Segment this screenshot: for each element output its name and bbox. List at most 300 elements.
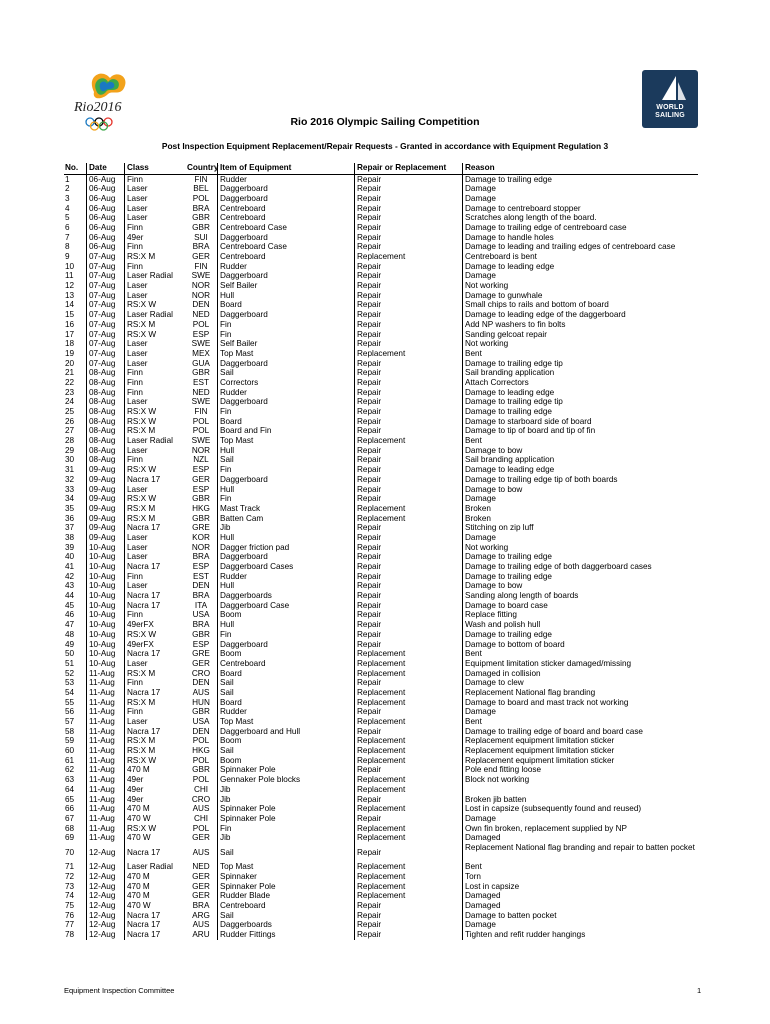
- cell-country: POL: [192, 319, 210, 329]
- cell-no: 15: [64, 310, 87, 320]
- cell-repair-replacement: Repair: [354, 204, 462, 214]
- cell-country: POL: [192, 823, 210, 833]
- table-row: [64, 678, 698, 688]
- cell-country: CRO: [191, 668, 211, 678]
- cell-class: Laser Radial: [124, 310, 185, 320]
- cell-repair-replacement: Replacement: [354, 824, 462, 834]
- cell-item: Batten Cam: [217, 514, 354, 524]
- table-row: [64, 814, 698, 824]
- cell-repair-replacement: Replacement: [354, 833, 462, 843]
- cell-country: NED: [192, 387, 210, 397]
- cell-date: 12-Aug: [89, 920, 116, 930]
- cell-reason: Sail branding application: [462, 455, 698, 465]
- cell-country: POL: [192, 755, 210, 765]
- table-row: [64, 872, 698, 882]
- cell-country: AUS: [192, 920, 210, 930]
- cell-country: HUN: [192, 697, 210, 707]
- table-row: [64, 242, 698, 252]
- cell-country: GBR: [192, 213, 210, 223]
- cell-no: 75: [64, 901, 87, 911]
- cell-date: 08-Aug: [89, 445, 116, 455]
- cell-date: 11-Aug: [89, 746, 115, 756]
- table-row: [64, 436, 698, 446]
- cell-country: GER: [192, 872, 210, 882]
- table-row: [64, 300, 698, 310]
- cell-country: GBR: [192, 222, 210, 232]
- cell-country: GER: [192, 891, 210, 901]
- cell-class: 470 M: [124, 891, 185, 901]
- cell-item: Fin: [217, 824, 354, 834]
- cell-country: AUS: [192, 847, 210, 857]
- cell-no: 42: [64, 572, 87, 582]
- cell-reason: Replacement equipment limitation sticker: [462, 756, 698, 766]
- cell-date: 08-Aug: [89, 426, 116, 436]
- cell-date: 11-Aug: [89, 697, 115, 707]
- cell-no: 19: [64, 349, 87, 359]
- cell-repair-replacement: Repair: [354, 233, 462, 243]
- cell-date: 07-Aug: [89, 252, 116, 261]
- cell-date: 06-Aug: [89, 242, 116, 252]
- cell-no: 23: [64, 388, 87, 398]
- cell-reason: Sanding along length of boards: [462, 591, 698, 601]
- cell-repair-replacement: Repair: [354, 455, 462, 465]
- cell-no: 33: [64, 485, 87, 495]
- cell-country: SWE: [191, 397, 211, 407]
- cell-no: 22: [64, 378, 87, 388]
- cell-reason: Bent: [462, 649, 698, 659]
- cell-date: 11-Aug: [89, 707, 115, 717]
- cell-class: RS:X M: [124, 736, 185, 746]
- cell-reason: Damage to handle holes: [462, 233, 698, 243]
- cell-no: 76: [64, 911, 87, 921]
- cell-repair-replacement: Replacement: [354, 804, 462, 814]
- table-row: [64, 562, 698, 572]
- table-row: [64, 455, 698, 465]
- cell-date: 12-Aug: [89, 847, 116, 857]
- cell-no: 17: [64, 330, 87, 340]
- cell-no: 31: [64, 465, 87, 475]
- cell-class: 49er: [124, 233, 185, 243]
- cell-date: 09-Aug: [89, 513, 116, 523]
- table-row: [64, 233, 698, 243]
- cell-date: 09-Aug: [89, 465, 116, 475]
- cell-repair-replacement: Repair: [354, 291, 462, 301]
- cell-no: 49: [64, 640, 87, 650]
- cell-item: Rudder: [217, 175, 354, 185]
- cell-item: Board: [217, 698, 354, 708]
- cell-item: Fin: [217, 494, 354, 504]
- cell-reason: Damaged: [462, 901, 698, 911]
- cell-class: Laser: [124, 397, 185, 407]
- cell-item: Top Mast: [217, 349, 354, 359]
- table-row: [64, 804, 698, 814]
- cell-date: 07-Aug: [89, 261, 116, 271]
- cell-date: 12-Aug: [89, 881, 116, 891]
- cell-class: RS:X W: [124, 494, 185, 504]
- cell-class: Finn: [124, 572, 185, 582]
- cell-no: 45: [64, 601, 87, 611]
- cell-no: 2: [64, 184, 87, 194]
- cell-date: 10-Aug: [89, 571, 116, 581]
- cell-class: Nacra 17: [124, 649, 185, 659]
- cell-repair-replacement: Repair: [354, 359, 462, 369]
- cell-no: 66: [64, 804, 87, 814]
- cell-country: NED: [192, 862, 210, 872]
- cell-reason: Damage to board case: [462, 601, 698, 611]
- cell-repair-replacement: Repair: [354, 843, 462, 862]
- column-header-no: No.: [64, 163, 87, 174]
- cell-repair-replacement: Repair: [354, 417, 462, 427]
- table-row: [64, 620, 698, 630]
- cell-date: 07-Aug: [89, 319, 116, 329]
- cell-reason: Damage to trailing edge tip of both boards: [462, 475, 698, 485]
- cell-date: 12-Aug: [89, 910, 116, 920]
- cell-repair-replacement: Repair: [354, 911, 462, 921]
- cell-repair-replacement: Repair: [354, 601, 462, 611]
- cell-item: Sail: [217, 746, 354, 756]
- cell-item: Sail: [217, 368, 354, 378]
- table-row: [64, 446, 698, 456]
- cell-item: Spinnaker Pole: [217, 882, 354, 892]
- table-row: [64, 659, 698, 669]
- cell-country: GER: [192, 833, 210, 843]
- cell-item: Centreboard: [217, 213, 354, 223]
- cell-date: 06-Aug: [89, 213, 116, 223]
- cell-date: 08-Aug: [89, 397, 116, 407]
- page-number: 1: [697, 986, 702, 995]
- cell-item: Top Mast: [217, 717, 354, 727]
- cell-country: ESP: [192, 562, 210, 571]
- table-body: [64, 175, 698, 940]
- cell-reason: Damage to starboard side of board: [462, 417, 698, 427]
- cell-country: CHI: [193, 813, 209, 823]
- cell-repair-replacement: Replacement: [354, 514, 462, 524]
- table-row: [64, 426, 698, 436]
- cell-no: 7: [64, 233, 87, 243]
- cell-no: 27: [64, 426, 87, 436]
- cell-class: Laser: [124, 291, 185, 301]
- cell-no: 78: [64, 930, 87, 940]
- cell-country: POL: [192, 775, 210, 785]
- cell-item: Rudder: [217, 388, 354, 398]
- cell-no: 59: [64, 736, 87, 746]
- column-header-repair-replacement: Repair or Replacement: [354, 163, 462, 174]
- table-row: [64, 843, 698, 862]
- table-row: [64, 552, 698, 562]
- cell-country: KOR: [192, 532, 210, 542]
- cell-country: NOR: [191, 290, 211, 300]
- table-header: [64, 163, 698, 175]
- table-row: [64, 727, 698, 737]
- table-row: [64, 882, 698, 892]
- cell-class: RS:X W: [124, 330, 185, 340]
- cell-country: ESP: [192, 484, 210, 494]
- rio-logo-text: Rio2016: [74, 100, 122, 115]
- cell-item: Self Bailer: [217, 281, 354, 291]
- cell-date: 11-Aug: [89, 755, 115, 765]
- cell-item: Daggerboard Case: [217, 601, 354, 611]
- cell-class: Finn: [124, 707, 185, 717]
- cell-date: 12-Aug: [89, 862, 116, 872]
- cell-item: Rudder: [217, 262, 354, 272]
- cell-class: RS:X W: [124, 824, 185, 834]
- cell-reason: Own fin broken, replacement supplied by NP: [462, 824, 698, 834]
- cell-no: 61: [64, 756, 87, 766]
- cell-repair-replacement: Repair: [354, 630, 462, 640]
- cell-reason: Replacement equipment limitation sticker: [462, 746, 698, 756]
- cell-date: 07-Aug: [89, 329, 116, 339]
- cell-reason: Damage to bow: [462, 485, 698, 495]
- cell-class: Finn: [124, 610, 185, 620]
- cell-no: 36: [64, 514, 87, 524]
- cell-reason: Damage to trailing edge of board and board case: [462, 727, 698, 737]
- cell-no: 57: [64, 717, 87, 727]
- cell-item: Centreboard: [217, 252, 354, 262]
- cell-reason: Lost in capsize: [462, 882, 698, 892]
- cell-reason: Bent: [462, 717, 698, 727]
- table-row: [64, 736, 698, 746]
- cell-country: GBR: [192, 765, 210, 775]
- cell-class: RS:X M: [124, 746, 185, 756]
- cell-item: Jib: [217, 833, 354, 843]
- cell-country: GBR: [192, 513, 210, 523]
- cell-no: 70: [64, 843, 87, 862]
- table-row: [64, 388, 698, 398]
- cell-item: Centreboard: [217, 659, 354, 669]
- cell-class: RS:X M: [124, 320, 185, 330]
- cell-reason: Add NP washers to fin bolts: [462, 320, 698, 330]
- cell-country: SWE: [191, 271, 211, 281]
- cell-repair-replacement: Repair: [354, 610, 462, 620]
- cell-date: 12-Aug: [89, 901, 116, 911]
- page-title: Rio 2016 Olympic Sailing Competition: [290, 116, 480, 128]
- cell-country: NED: [192, 310, 210, 320]
- cell-repair-replacement: Replacement: [354, 891, 462, 901]
- cell-repair-replacement: Repair: [354, 388, 462, 398]
- cell-country: EST: [193, 377, 209, 387]
- cell-country: ESP: [192, 465, 210, 475]
- cell-no: 1: [64, 175, 87, 185]
- cell-item: Fin: [217, 320, 354, 330]
- cell-country: AUS: [192, 804, 210, 814]
- cell-class: 49er: [124, 785, 185, 795]
- cell-country: NZL: [193, 455, 209, 465]
- table-row: [64, 756, 698, 766]
- cell-item: Rudder Blade: [217, 891, 354, 901]
- cell-country: GER: [192, 252, 210, 261]
- cell-item: Sail: [217, 688, 354, 698]
- cell-date: 09-Aug: [89, 494, 116, 504]
- cell-country: ARU: [192, 930, 210, 940]
- cell-country: GUA: [192, 358, 210, 368]
- cell-reason: Damage to trailing edge: [462, 630, 698, 640]
- cell-reason: Damage to leading and trailing edges of centreboard case: [462, 242, 698, 252]
- cell-reason: Damage to trailing edge of both daggerboard cases: [462, 562, 698, 572]
- table-row: [64, 397, 698, 407]
- table-row: [64, 184, 698, 194]
- cell-reason: Block not working: [462, 775, 698, 785]
- cell-item: Daggerboard: [217, 359, 354, 369]
- column-header-date: Date: [89, 163, 107, 172]
- cell-no: 11: [64, 271, 87, 281]
- cell-no: 64: [64, 785, 87, 795]
- cell-item: Daggerboard: [217, 184, 354, 194]
- table-row: [64, 775, 698, 785]
- cell-no: 39: [64, 543, 87, 553]
- cell-item: Spinnaker Pole: [217, 814, 354, 824]
- cell-item: Centreboard: [217, 901, 354, 911]
- cell-no: 63: [64, 775, 87, 785]
- cell-no: 24: [64, 397, 87, 407]
- cell-class: Laser: [124, 349, 185, 359]
- cell-item: Hull: [217, 533, 354, 543]
- cell-date: 11-Aug: [89, 784, 115, 794]
- cell-repair-replacement: Repair: [354, 795, 462, 805]
- cell-item: Mast Track: [217, 504, 354, 514]
- table-row: [64, 494, 698, 504]
- column-header-reason: Reason: [462, 163, 698, 174]
- table-row: [64, 717, 698, 727]
- cell-item: Boom: [217, 610, 354, 620]
- table-row: [64, 213, 698, 223]
- cell-country: GRE: [192, 523, 210, 533]
- cell-item: Boom: [217, 756, 354, 766]
- cell-date: 10-Aug: [89, 620, 116, 630]
- cell-no: 41: [64, 562, 87, 572]
- cell-repair-replacement: Repair: [354, 475, 462, 485]
- cell-no: 54: [64, 688, 87, 698]
- cell-no: 35: [64, 504, 87, 514]
- cell-item: Daggerboard Cases: [217, 562, 354, 572]
- cell-country: SWE: [191, 339, 211, 349]
- cell-reason: Lost in capsize (subsequently found and reused): [462, 804, 698, 814]
- cell-no: 46: [64, 610, 87, 620]
- cell-item: Daggerboard and Hull: [217, 727, 354, 737]
- cell-repair-replacement: Repair: [354, 184, 462, 194]
- cell-no: 62: [64, 765, 87, 775]
- cell-class: Laser Radial: [124, 271, 185, 281]
- cell-no: 51: [64, 659, 87, 669]
- cell-country: GBR: [192, 707, 210, 717]
- cell-date: 11-Aug: [89, 765, 115, 775]
- table-row: [64, 630, 698, 640]
- cell-no: 52: [64, 669, 87, 679]
- cell-reason: Damage to leading edge: [462, 262, 698, 272]
- cell-repair-replacement: Replacement: [354, 349, 462, 359]
- cell-no: 56: [64, 707, 87, 717]
- cell-item: Daggerboard: [217, 475, 354, 485]
- cell-country: BRA: [192, 620, 210, 630]
- cell-class: Nacra 17: [124, 911, 185, 921]
- cell-class: Nacra 17: [124, 930, 185, 940]
- cell-reason: Not working: [462, 543, 698, 553]
- cell-no: 37: [64, 523, 87, 533]
- table-row: [64, 223, 698, 233]
- cell-item: Daggerboard: [217, 271, 354, 281]
- cell-reason: Damage: [462, 494, 698, 504]
- table-row: [64, 862, 698, 872]
- cell-repair-replacement: Replacement: [354, 688, 462, 698]
- cell-class: Laser: [124, 446, 185, 456]
- cell-no: 47: [64, 620, 87, 630]
- cell-repair-replacement: Repair: [354, 300, 462, 310]
- table-row: [64, 640, 698, 650]
- cell-date: 11-Aug: [89, 687, 115, 697]
- cell-class: Nacra 17: [124, 920, 185, 930]
- cell-item: Sail: [217, 455, 354, 465]
- cell-reason: Wash and polish hull: [462, 620, 698, 630]
- cell-class: 49erFX: [124, 620, 185, 630]
- cell-class: RS:X M: [124, 504, 185, 514]
- cell-date: 07-Aug: [89, 300, 116, 310]
- cell-class: Laser Radial: [124, 436, 185, 446]
- cell-reason: Replacement National flag branding: [462, 688, 698, 698]
- table-row: [64, 833, 698, 843]
- cell-reason: Damage: [462, 707, 698, 717]
- cell-repair-replacement: Repair: [354, 242, 462, 252]
- cell-repair-replacement: Repair: [354, 552, 462, 562]
- cell-date: 06-Aug: [89, 193, 116, 203]
- cell-date: 06-Aug: [89, 203, 116, 213]
- cell-no: 58: [64, 727, 87, 737]
- cell-reason: Damage to trailing edge: [462, 572, 698, 582]
- table-row: [64, 572, 698, 582]
- table-row: [64, 688, 698, 698]
- cell-repair-replacement: Replacement: [354, 785, 462, 795]
- cell-repair-replacement: Replacement: [354, 736, 462, 746]
- cell-reason: Damage: [462, 194, 698, 204]
- cell-repair-replacement: Repair: [354, 620, 462, 630]
- cell-date: 10-Aug: [89, 658, 116, 668]
- cell-class: Nacra 17: [124, 523, 185, 533]
- cell-class: Laser: [124, 581, 185, 591]
- cell-repair-replacement: Repair: [354, 727, 462, 737]
- cell-repair-replacement: Replacement: [354, 862, 462, 872]
- table-row: [64, 795, 698, 805]
- cell-repair-replacement: Repair: [354, 271, 462, 281]
- cell-no: 4: [64, 204, 87, 214]
- cell-class: Finn: [124, 678, 185, 688]
- table-row: [64, 194, 698, 204]
- table-row: [64, 533, 698, 543]
- table-row: [64, 901, 698, 911]
- table-row: [64, 765, 698, 775]
- cell-repair-replacement: Repair: [354, 330, 462, 340]
- cell-date: 07-Aug: [89, 271, 116, 281]
- cell-class: Laser: [124, 543, 185, 553]
- cell-no: 14: [64, 300, 87, 310]
- cell-country: ESP: [192, 639, 210, 649]
- cell-date: 10-Aug: [89, 552, 116, 562]
- table-row: [64, 320, 698, 330]
- cell-date: 07-Aug: [89, 310, 116, 320]
- cell-item: Dagger friction pad: [217, 543, 354, 553]
- table-row: [64, 707, 698, 717]
- column-header-country: Country: [187, 163, 219, 172]
- cell-no: 72: [64, 872, 87, 882]
- cell-item: Fin: [217, 330, 354, 340]
- cell-repair-replacement: Repair: [354, 397, 462, 407]
- cell-reason: Pole end fitting loose: [462, 765, 698, 775]
- cell-repair-replacement: Repair: [354, 591, 462, 601]
- table-row: [64, 601, 698, 611]
- table-row: [64, 339, 698, 349]
- cell-class: RS:X W: [124, 756, 185, 766]
- cell-item: Daggerboards: [217, 920, 354, 930]
- cell-reason: Damaged: [462, 891, 698, 901]
- cell-no: 9: [64, 252, 87, 262]
- cell-country: POL: [192, 426, 210, 436]
